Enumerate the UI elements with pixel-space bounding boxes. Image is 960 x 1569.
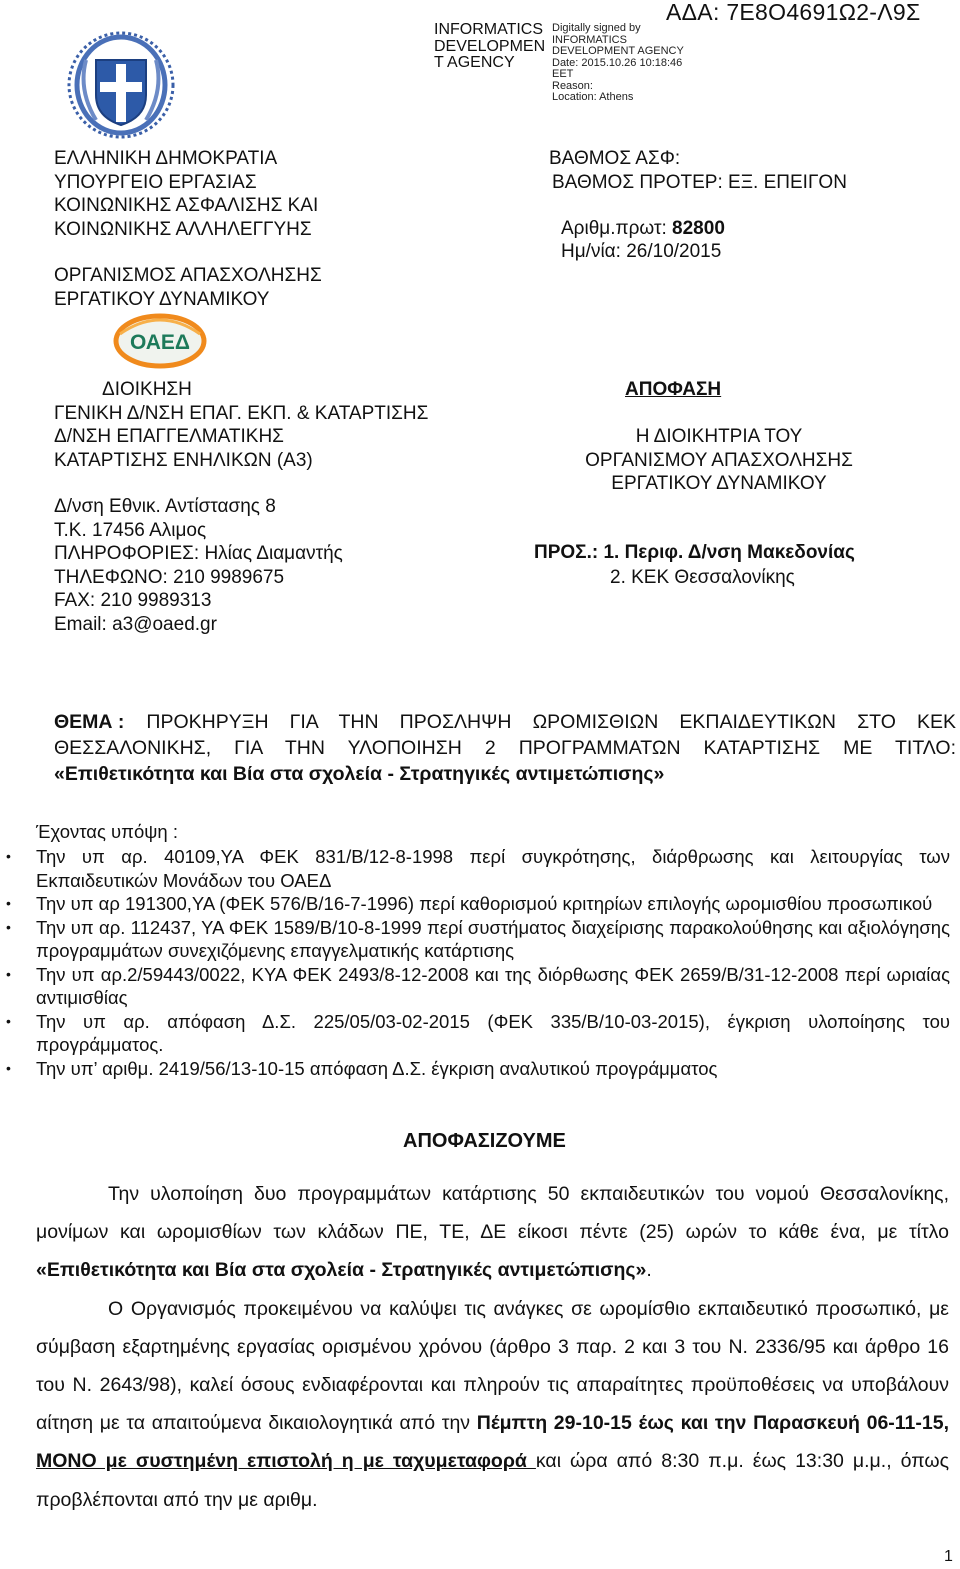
bullet-icon <box>6 892 11 916</box>
dept-postal: Τ.Κ. 17456 Αλιμος <box>54 519 207 541</box>
greek-emblem-icon <box>66 30 176 140</box>
signature-line: INFORMATICS <box>552 33 627 46</box>
header-line: ΕΛΛΗΝΙΚΗ ΔΗΜΟΚΡΑΤΙΑ <box>54 148 278 169</box>
header-line: ΚΟΙΝΩΝΙΚΗΣ ΑΛΛΗΛΕΓΓΥΗΣ <box>54 218 312 240</box>
decision-title: ΑΠΟΦΑΣΗ <box>625 379 722 400</box>
signer-line: T AGENCY <box>434 54 515 71</box>
signature-line: Location: Athens <box>552 91 634 103</box>
header-line: ΥΠΟΥΡΓΕΙΟ ΕΡΓΑΣΙΑΣ <box>54 171 257 193</box>
dept-address: Δ/νση Εθνικ. Αντίστασης 8 <box>54 496 276 517</box>
bullet-icon <box>6 916 11 940</box>
org-line: ΟΡΓΑΝΙΣΜΟΣ ΑΠΑΣΧΟΛΗΣΗΣ <box>54 265 322 286</box>
dept-line: ΓΕΝΙΚΗ Δ/ΝΣΗ ΕΠΑΓ. ΕΚΠ. & ΚΑΤΑΡΤΙΣΗΣ <box>54 402 429 424</box>
reference-text: Την υπ αρ. 40109,ΥΑ ΦΕΚ 831/Β/12-8-1998 περί συγκρότησης, διάρθρωσης και λειτουργίας των Εκπαιδευτικών Μονάδων του ΟΑΕΔ <box>36 846 950 891</box>
dept-email[interactable]: Email: a3@oaed.gr <box>54 613 217 635</box>
info-value: : Ηλίας Διαμαντής <box>193 543 343 564</box>
para1-title: «Επιθετικότητα και Βία στα σχολεία - Στρατηγικές αντιμετώπισης» <box>36 1259 647 1282</box>
info-label: ΠΛΗΡΟΦΟΡΙΕΣ <box>54 543 194 564</box>
dept-phone: ΤΗΛΕΦΩΝΟ: 210 9989675 <box>54 566 285 588</box>
subject-line-1 <box>54 709 956 735</box>
signer-line: DEVELOPMEN <box>434 37 546 55</box>
signer-name <box>434 22 545 72</box>
list-item <box>36 963 950 1010</box>
bullet-icon <box>6 963 11 987</box>
issuer-line: ΕΡΓΑΤΙΚΟΥ ΔΥΝΑΜΙΚΟΥ <box>611 473 827 494</box>
reference-text: Την υπ αρ 191300,ΥΑ (ΦΕΚ 576/Β/16-7-1996) περί καθορισμού κριτηρίων επιλογής ωρομισθίου προσωπικού <box>36 893 933 914</box>
para2-tail: και ώρα από 8:30 π.μ. έως 13:30 μ.μ., όπως προβλέπονται από την με αριθμ. <box>36 1450 950 1511</box>
paragraph-2 <box>36 1290 949 1519</box>
security-level: ΒΑΘΜΟΣ ΑΣΦ: <box>549 148 681 169</box>
bullet-icon <box>6 845 11 869</box>
oaed-logo-text: ΟΑΕΔ <box>129 331 191 354</box>
references-list <box>36 845 950 1080</box>
ministry-header <box>54 147 322 311</box>
dept-line: ΚΑΤΑΡΤΙΣΗΣ ΕΝΗΛΙΚΩΝ (Α3) <box>54 449 313 471</box>
reference-text: Την υπ’ αριθμ. 2419/56/13-10-15 απόφαση Δ.Σ. έγκριση αναλυτικού προγράμματος <box>36 1057 718 1079</box>
page-number: 1 <box>944 1548 953 1565</box>
reference-text: Την υπ αρ.2/59443/0022, ΚΥΑ ΦΕΚ 2493/8-12-2008 και της διόρθωσης ΦΕΚ 2659/Β/31-12-2008 περί ωριαίας αντιμισθίας <box>36 963 950 1008</box>
dept-info <box>54 542 428 566</box>
issuer-line: ΟΡΓΑΝΙΣΜΟΥ ΑΠΑΣΧΟΛΗΣΗΣ <box>585 449 853 471</box>
list-item <box>36 1057 950 1081</box>
signature-line: Reason: <box>552 79 593 92</box>
para2-mail-only: ΜΟΝΟ με συστημένη επιστολή η με ταχυμεταφορά <box>36 1450 536 1473</box>
signature-details <box>552 23 684 104</box>
dept-fax: FAX: 210 9989313 <box>54 590 212 611</box>
list-item <box>36 892 950 916</box>
reference-text: Την υπ αρ. 112437, ΥΑ ΦΕΚ 1589/Β/10-8-1999 περί συστήματος διαχείρισης παρακολούθησης και αξιολόγησης προγραμμάτων συνεχιζόμενης επαγγελματικής κατάρτισης <box>36 916 950 961</box>
department-block <box>54 378 428 636</box>
list-item <box>36 1010 950 1057</box>
signer-line: INFORMATICS <box>434 21 544 38</box>
protocol-value: 82800 <box>672 218 725 239</box>
paragraph-1 <box>36 1175 949 1290</box>
signature-line: Digitally signed by <box>552 22 641 34</box>
oaed-logo <box>112 312 208 370</box>
subject-text: ΘΕΣΣΑΛΟΝΙΚΗΣ, ΓΙΑ ΤΗΝ ΥΛΟΠΟΙΗΣΗ 2 ΠΡΟΓΡΑΜΜΑΤΩΝ ΚΑΤΑΡΤΙΣΗΣ ΜΕ ΤΙΤΛΟ: <box>54 737 956 759</box>
dept-line: ΔΙΟΙΚΗΣΗ <box>102 379 192 400</box>
signature-line: Date: 2015.10.26 10:18:46 <box>552 56 683 69</box>
recipient-second: 2. ΚΕΚ Θεσσαλονίκης <box>610 567 795 588</box>
para1-text: Την υλοποίηση δυο προγραμμάτων κατάρτισης 50 εκπαιδευτικών του νομού Θεσσαλονίκης, μονίμων και ωρομισθίων των κλάδων ΠΕ, ΤΕ, ΔΕ είκοσι πέντε (25) ωρών το κάθε ένα, με τίτλο <box>36 1183 949 1244</box>
signature-line: DEVELOPMENT AGENCY <box>552 45 684 57</box>
subject-label: ΘΕΜΑ : <box>54 711 125 733</box>
reference-text: Την υπ αρ. απόφαση Δ.Σ. 225/05/03-02-2015 (ΦΕΚ 335/Β/10-03-2015), έγκριση υλοποίησης του προγράμματος. <box>36 1010 950 1055</box>
dept-line: Δ/ΝΣΗ ΕΠΑΓΓΕΛΜΑΤΙΚΗΣ <box>54 426 284 447</box>
org-line: ΕΡΓΑΤΙΚΟΥ ΔΥΝΑΜΙΚΟΥ <box>54 288 270 310</box>
list-item <box>36 845 950 892</box>
header-line: ΚΟΙΝΩΝΙΚΗΣ ΑΣΦΑΛΙΣΗΣ ΚΑΙ <box>54 195 319 216</box>
considering-label: Έχοντας υπόψη : <box>36 821 178 842</box>
recipients-label: ΠΡΟΣ.: 1. Περιφ. Δ/νση Μακεδονίας <box>534 542 855 563</box>
para2-text: Ο Οργανισμός προκειμένου να καλύψει τις ανάγκες σε ωρομίσθιο εκπαιδευτικό προσωπικό, με σύμβαση εξαρτημένης εργασίας ορισμένου χρόνου (άρθρο 3 παρ. 2 και 3 του Ν. 2336/95 και άρθρο 16 του Ν. 2643/98), καλεί όσους ενδιαφέρονται και πληρούν τις απαραίτητες προϋποθέσεις να υποβάλουν αίτηση με τα απαιτούμενα δικαιολογητικά από την <box>36 1297 949 1435</box>
protocol-number <box>561 217 725 241</box>
subject-title: «Επιθετικότητα και Βία στα σχολεία - Στρατηγικές αντιμετώπισης» <box>54 763 665 785</box>
subject-text: ΠΡΟΚΗΡΥΞΗ ΓΙΑ ΤΗΝ ΠΡΟΣΛΗΨΗ ΩΡΟΜΙΣΘΙΩΝ ΕΚΠΑΙΔΕΥΤΙΚΩΝ ΣΤΟ ΚΕΚ <box>146 711 956 733</box>
decide-heading: ΑΠΟΦΑΣΙΖΟΥΜΕ <box>403 1130 566 1152</box>
para2-dates: Πέμπτη 29-10-15 έως και την Παρασκευή 06-11-15, <box>476 1412 949 1435</box>
issuer-block <box>576 425 862 496</box>
bullet-icon <box>6 1057 11 1081</box>
decision-body <box>36 1175 949 1519</box>
document-date: Ημ/νία: 26/10/2015 <box>561 241 722 262</box>
subject-block <box>54 709 956 787</box>
ada-code: ΑΔΑ: 7Ε8Ο4691Ω2-Λ9Σ <box>666 0 921 25</box>
issuer-line: Η ΔΙΟΙΚΗΤΡΙΑ ΤΟΥ <box>635 426 803 447</box>
bullet-icon <box>6 1010 11 1034</box>
signature-line: EET <box>552 68 574 80</box>
priority-level: ΒΑΘΜΟΣ ΠΡΟΤΕΡ: ΕΞ. ΕΠΕΙΓΟΝ <box>552 172 847 193</box>
para1-end: . <box>646 1259 652 1282</box>
list-item <box>36 916 950 963</box>
protocol-label: Αριθμ.πρωτ: <box>561 218 673 239</box>
